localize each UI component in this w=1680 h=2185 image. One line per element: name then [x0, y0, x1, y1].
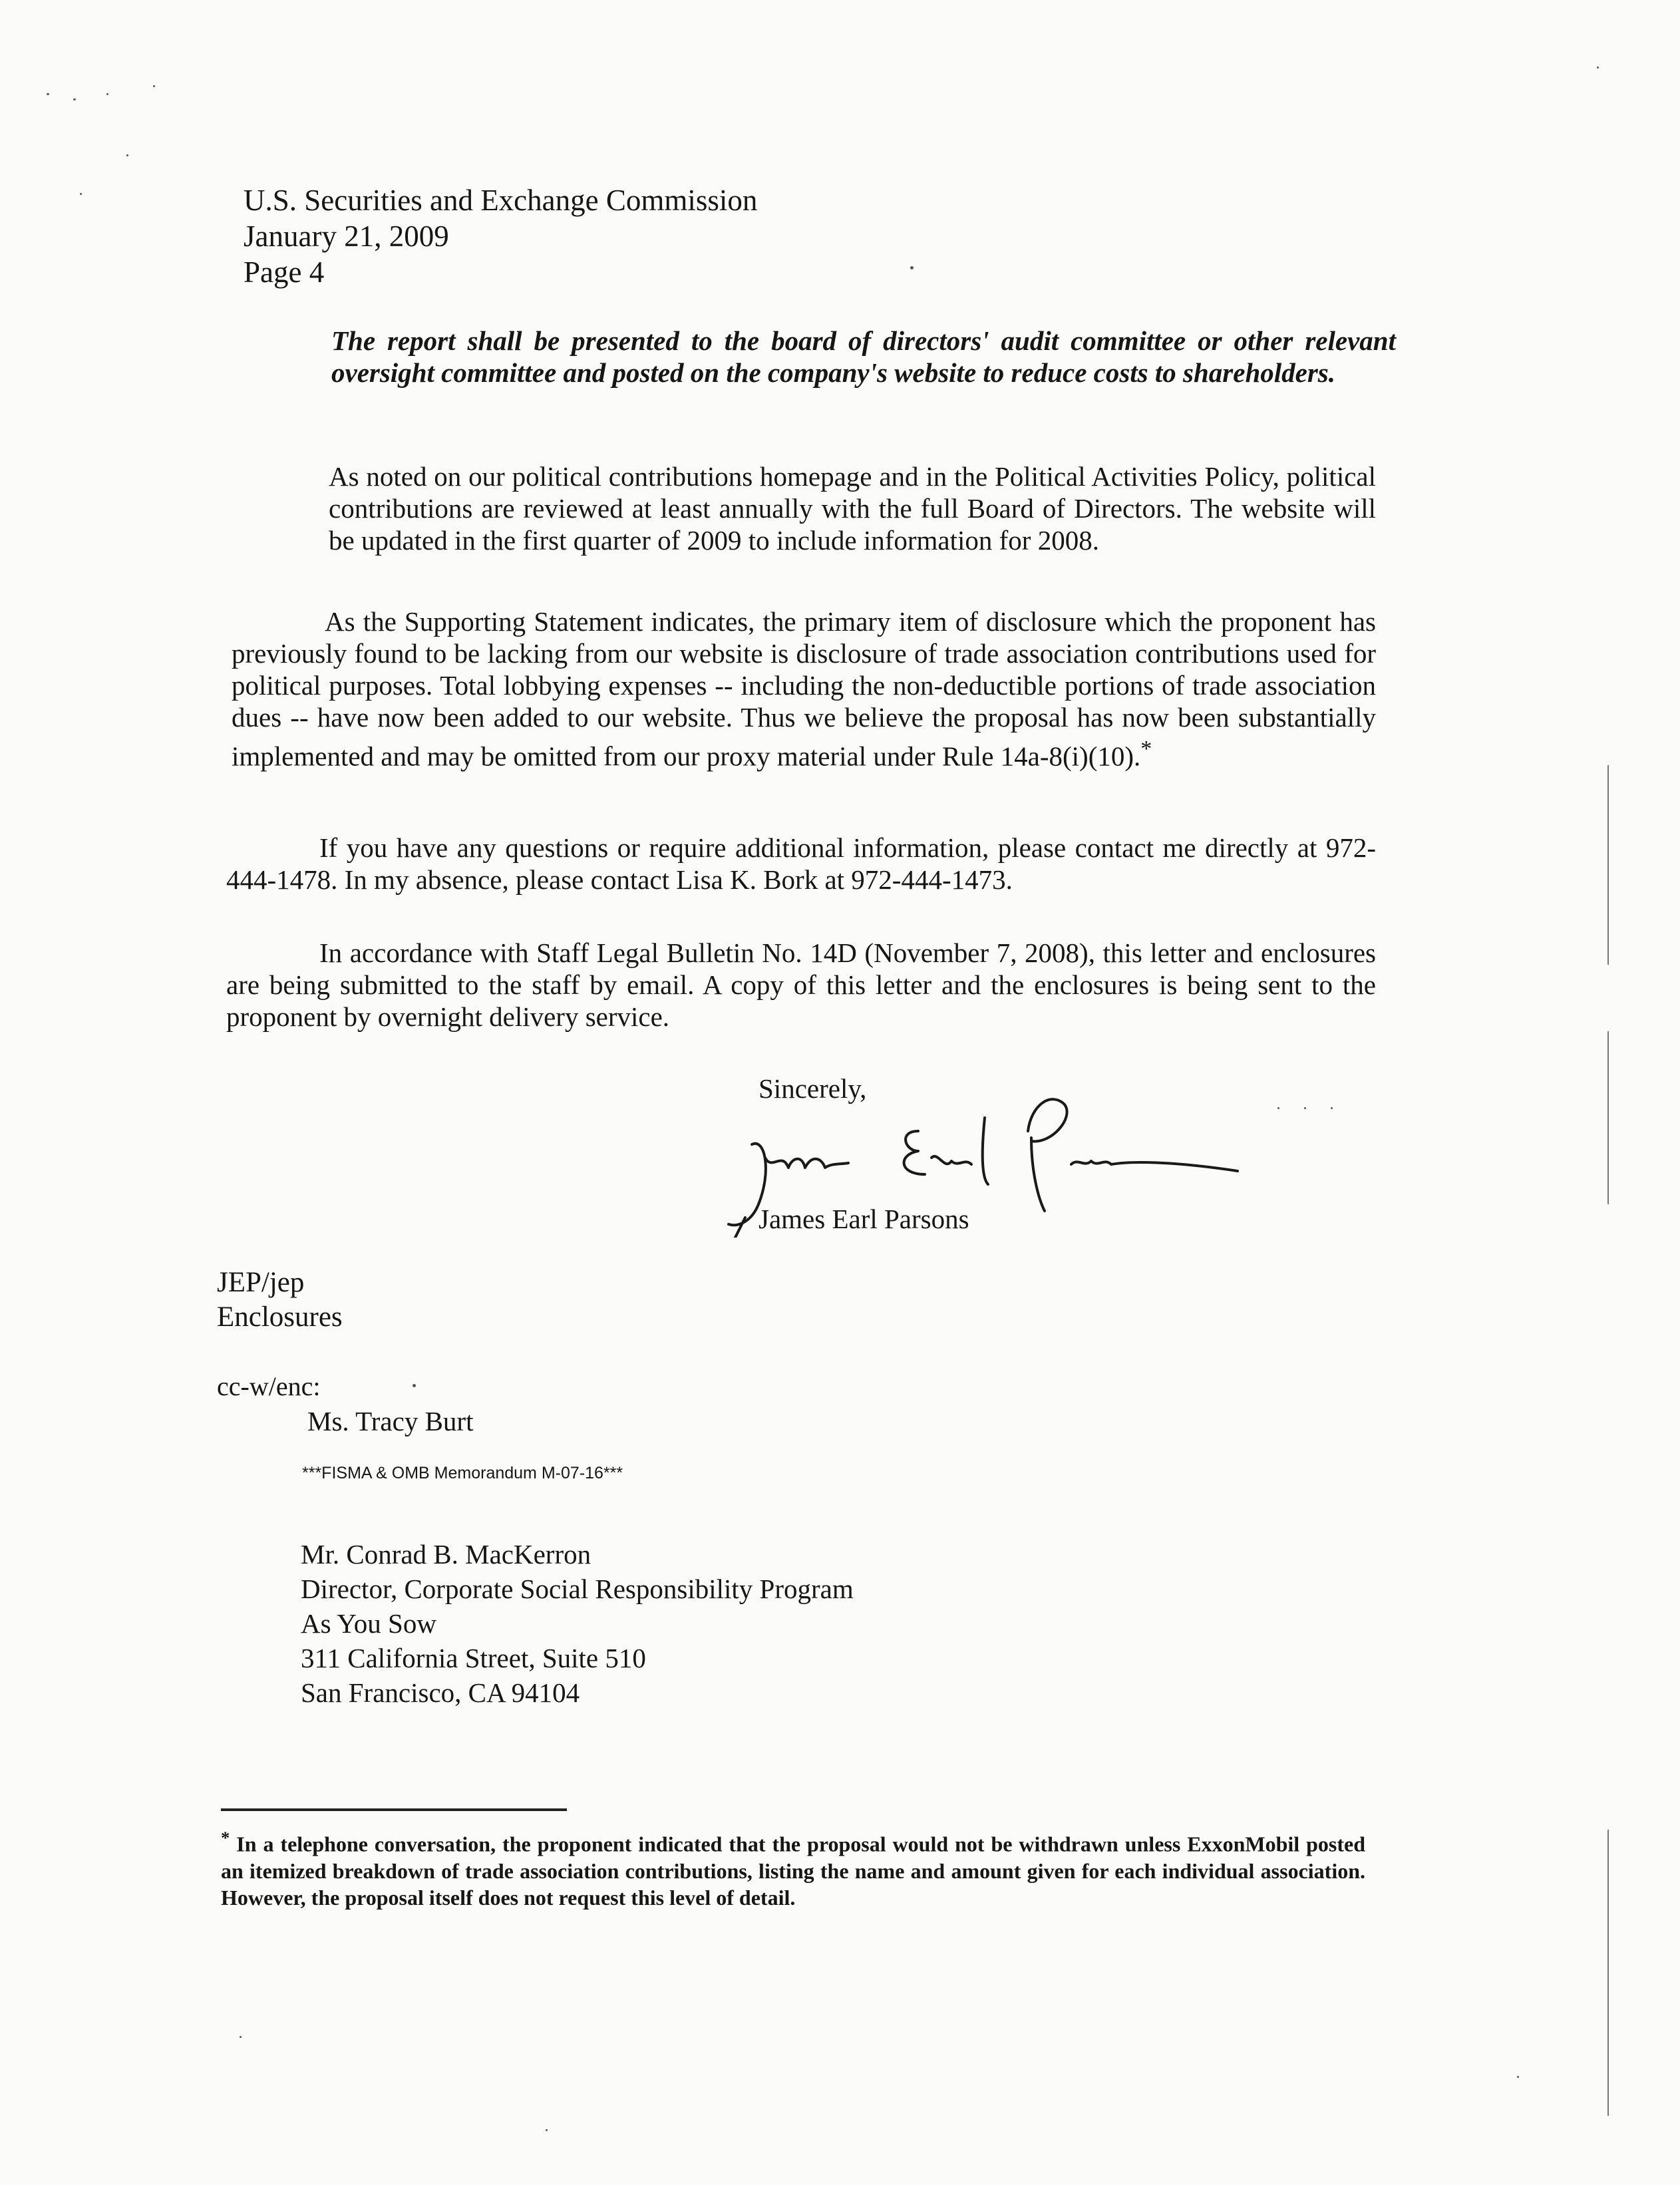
address-name: Mr. Conrad B. MacKerron — [301, 1539, 591, 1570]
scan-speck — [1277, 1107, 1279, 1109]
redaction-note: ***FISMA & OMB Memorandum M-07-16*** — [302, 1464, 623, 1482]
scan-edge-line — [1607, 1031, 1609, 1204]
cc-label: cc-w/enc: — [217, 1371, 321, 1401]
recipient-address — [301, 1537, 854, 1710]
scan-speck — [546, 2129, 548, 2131]
footnote-mark: * — [221, 1828, 230, 1848]
footnote-text: In a telephone conversation, the proponent indicated that the proposal would not be withdrawn unless ExxonMobil posted an itemized breakdown of trade association contributions, listing the name and amount given for each individual association. However, the proposal itself does not request this level of detail. — [221, 1832, 1366, 1910]
address-street: 311 California Street, Suite 510 — [301, 1643, 646, 1673]
scan-speck — [1304, 1107, 1306, 1109]
paragraph-text: As the Supporting Statement indicates, the primary item of disclosure which the proponent has previously found to be lacking from our website is disclosure of trade association contributions used for political purposes. Total lobbying expenses -- including the non-deductible portions of trade association dues -- have now been added to our website. Thus we believe the proposal has now been substantially implemented and may be omitted from our proxy material under Rule 14a-8(i)(10). — [232, 606, 1376, 772]
quoted-resolution: The report shall be presented to the board of directors' audit committee or other relevant oversight committee and posted on the company's website to reduce costs to shareholders. — [331, 325, 1396, 388]
footnote-reference: * — [1140, 737, 1152, 761]
page-number: Page 4 — [244, 255, 325, 289]
address-city: San Francisco, CA 94104 — [301, 1677, 580, 1708]
scan-speck — [910, 266, 914, 269]
scan-speck — [153, 85, 155, 87]
body-paragraph: If you have any questions or require additional information, please contact me directly at 972-444-1478. In my absence, please contact Lisa K. Bork at 972-444-1473. — [226, 832, 1376, 895]
scan-edge-line — [1607, 765, 1609, 965]
signer-name: James Earl Parsons — [758, 1204, 969, 1234]
scan-speck — [47, 93, 49, 95]
scan-speck — [240, 2036, 242, 2038]
scan-speck — [106, 93, 108, 95]
recipient-line: U.S. Securities and Exchange Commission — [244, 184, 758, 217]
typist-initials: JEP/jep — [217, 1267, 305, 1298]
scan-speck — [126, 154, 128, 156]
letter-header — [244, 182, 757, 290]
scan-speck — [1597, 67, 1599, 69]
scan-speck — [413, 1384, 416, 1387]
scan-edge-line — [1607, 1830, 1609, 2116]
closing-salutation: Sincerely, — [758, 1073, 867, 1104]
reference-initials — [217, 1265, 343, 1335]
date-line: January 21, 2009 — [244, 220, 449, 253]
enclosures-label: Enclosures — [217, 1301, 343, 1333]
body-paragraph: As noted on our political contributions homepage and in the Political Activities Policy, political contributions are reviewed at least annually with the full Board of Directors. The website will be updated in the first quarter of 2009 to include information for 2008. — [329, 461, 1376, 556]
footnote — [221, 1824, 1365, 1911]
body-paragraph: In accordance with Staff Legal Bulletin No. 14D (November 7, 2008), this letter and enclosures are being submitted to the staff by email. A copy of this letter and the enclosures is being sent to the proponent by overnight delivery service. — [226, 937, 1376, 1032]
footnote-divider — [221, 1808, 567, 1811]
scan-speck — [73, 98, 76, 100]
scan-speck — [1331, 1107, 1333, 1109]
address-org: As You Sow — [301, 1608, 436, 1639]
scan-speck — [80, 193, 82, 195]
cc-recipient: Ms. Tracy Burt — [307, 1406, 474, 1436]
body-paragraph — [232, 605, 1376, 772]
scan-speck — [1517, 2076, 1519, 2078]
address-title: Director, Corporate Social Responsibility Program — [301, 1574, 854, 1604]
